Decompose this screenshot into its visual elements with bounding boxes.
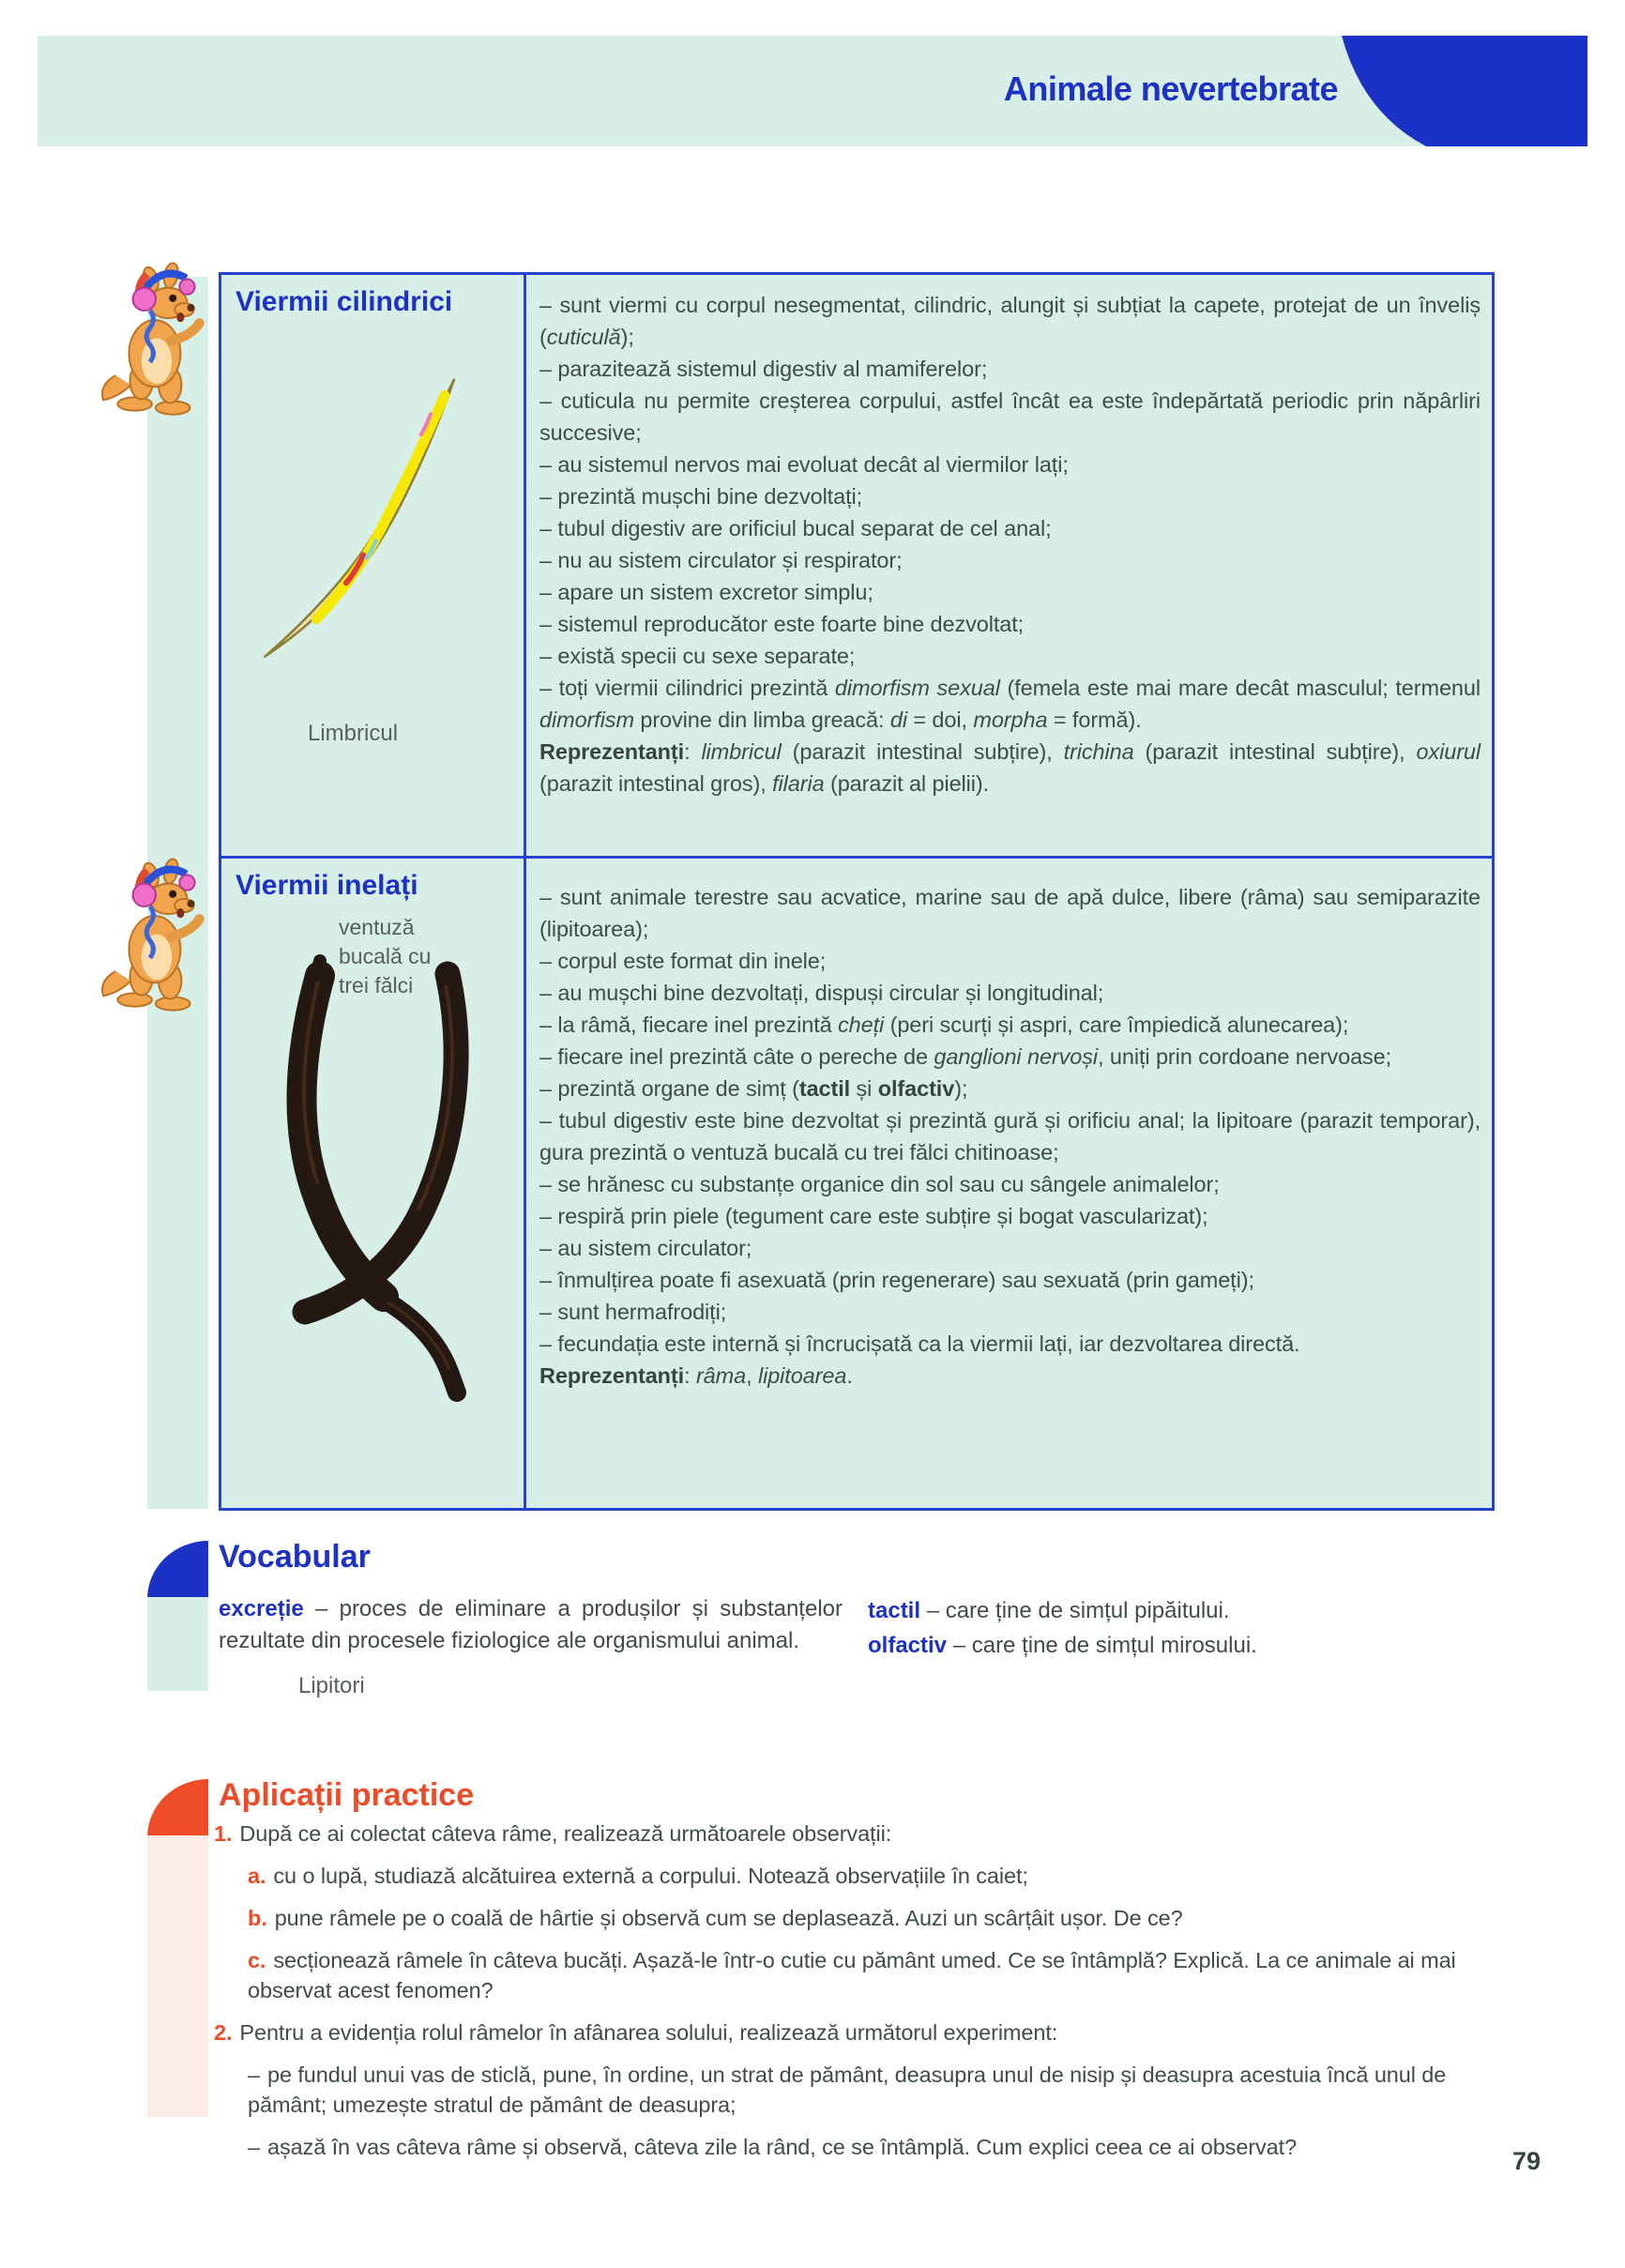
kangaroo-mascot-icon [97, 263, 220, 420]
characteristic-item: – sunt viermi cu corpul nesegmentat, cilindric, alungit și subțiat la capete, protejat de un înveliș (cuticulă); [539, 293, 1481, 349]
image-caption: Lipitori [298, 1673, 365, 1698]
page-number: 79 [1512, 2147, 1541, 2175]
row-heading: Viermii cilindrici [235, 286, 453, 317]
corner-shape [1342, 36, 1587, 146]
characteristic-item: – cuticula nu permite creșterea corpului, astfel încât ea este îndepărtată periodic prin năpârliri succesive; [539, 388, 1481, 445]
vocab-right-column [868, 1593, 1515, 1663]
item-text: După ce ai colectat câteva râme, realizează următoarele observații: [239, 1821, 892, 1846]
list-item [248, 2132, 1507, 2162]
characteristic-item: – la râmă, fiecare inel prezintă cheți (peri scurți și aspri, care împiedică alunecarea); [539, 1012, 1349, 1037]
item-marker: c. [248, 1948, 266, 1972]
header-band [38, 36, 1587, 146]
characteristic-item: – au sistem circulator; [539, 1236, 752, 1260]
aplicatii-list [214, 1819, 1507, 2174]
characteristic-item: – prezintă organe de simț (tactil și olfactiv); [539, 1076, 968, 1101]
characteristic-item: – nu au sistem circulator și respirator; [539, 548, 903, 572]
cell-inelati-characteristics [526, 859, 1492, 1508]
image-caption: Limbricul [308, 721, 399, 746]
representatives-item: Reprezentanți: limbricul (parazit intestinal subțire), trichina (parazit intestinal subțire), oxiurul (parazit intestinal gros), filaria (parazit al pielii). [539, 739, 1481, 796]
characteristic-item: – sunt animale terestre sau acvatice, marine sau de apă dulce, libere (râma) sau semiparazite (lipitoarea); [539, 885, 1481, 941]
characteristic-item: – sistemul reproducător este foarte bine dezvoltat; [539, 612, 1025, 636]
vocabular-heading: Vocabular [219, 1539, 371, 1575]
aplicatii-heading: Aplicații practice [219, 1777, 475, 1813]
characteristic-item: – înmulțirea poate fi asexuată (prin regenerare) sau sexuată (prin gameți); [539, 1268, 1254, 1292]
list-item [248, 1945, 1507, 2005]
characteristic-item: – au sistemul nervos mai evoluat decât al viermilor lați; [539, 452, 1069, 477]
vocabular-section-icon [147, 1541, 208, 1599]
cell-viermii-cilindrici [221, 275, 524, 856]
item-text: Pentru a evidenția rolul râmelor în afânarea solului, realizează următorul experiment: [239, 2020, 1058, 2045]
characteristic-item: – au mușchi bine dezvoltați, dispuși circular și longitudinal; [539, 981, 1104, 1005]
list-item [214, 2017, 1507, 2047]
row-heading: Viermii inelați [235, 870, 418, 901]
page-title: Animale nevertebrate [1003, 69, 1338, 108]
item-marker: – [248, 2063, 260, 2087]
characteristic-item: – fiecare inel prezintă câte o pereche de ganglioni nervoși, uniți prin cordoane nervoase; [539, 1044, 1392, 1069]
leech-photo-illustration [264, 948, 512, 1398]
characteristic-item: – corpul este format din inele; [539, 949, 827, 973]
characteristic-item: – fecundația este internă și încrucișată ca la viermii lați, iar dezvoltarea directă. [539, 1332, 1300, 1356]
kangaroo-mascot-icon [97, 859, 220, 1016]
item-text: secționează râmele în câteva bucăți. Așază-le într-o cutie cu pământ umed. Ce se întâmplă? Explică. La ce animale ai mai observat acest fenomen? [248, 1948, 1456, 2002]
item-text: pune râmele pe o coală de hârtie și observă cum se deplasează. Auzi un scârțâit ușor. De ce? [274, 1906, 1183, 1930]
vocab-entry-excretie [219, 1593, 843, 1657]
roundworm-illustration [231, 369, 512, 744]
item-marker: 1. [214, 1821, 233, 1846]
aplicatii-side-rail [147, 1835, 208, 2117]
vocab-definition: – proces de eliminare a produșilor și substanțelor rezultate din procesele fiziologice ale organismului animal. [219, 1596, 843, 1653]
item-text: așază în vas câteva râme și observă, câteva zile la rând, ce se întâmplă. Cum explici ceea ce ai observat? [266, 2135, 1298, 2159]
list-item [248, 1861, 1507, 1891]
vocab-definition: – care ține de simțul pipăitului. [926, 1598, 1230, 1623]
characteristic-item: – sunt hermafrodiți; [539, 1300, 727, 1324]
item-marker: b. [248, 1906, 267, 1930]
list-item [214, 1819, 1507, 1849]
list-item [248, 1903, 1507, 1933]
characteristic-item: – prezintă mușchi bine dezvoltați; [539, 484, 863, 509]
representatives-item: Reprezentanți: râma, lipitoarea. [539, 1363, 853, 1388]
vocab-entry-olfactiv [868, 1628, 1515, 1663]
list-item [248, 2060, 1507, 2120]
characteristic-item: – toți viermii cilindrici prezintă dimorfism sexual (femela este mai mare decât masculul; termenul dimorfism provine din limba greacă: di = doi, morpha = formă). [539, 676, 1481, 732]
item-text: cu o lupă, studiază alcătuirea externă a corpului. Notează observațiile în caiet; [273, 1864, 1028, 1888]
aplicatii-section-icon [147, 1779, 208, 1837]
vocab-term: tactil [868, 1598, 921, 1623]
vocab-entry-tactil [868, 1593, 1515, 1628]
item-marker: – [248, 2135, 260, 2159]
leech-mouth-annotation: ventuză bucală cu trei fălci [339, 915, 432, 997]
item-marker: a. [248, 1864, 266, 1888]
characteristic-item: – tubul digestiv are orificiul bucal separat de cel anal; [539, 516, 1052, 540]
characteristic-item: – tubul digestiv este bine dezvoltat și prezintă gură și orificiu anal; la lipitoare (parazit temporar), gura prezintă o ventuză bucală cu trei fălci chitinoase; [539, 1108, 1481, 1164]
characteristic-item: – apare un sistem excretor simplu; [539, 580, 873, 604]
characteristic-item: – se hrănesc cu substanțe organice din sol sau cu sângele animalelor; [539, 1172, 1220, 1196]
vocab-term: excreție [219, 1596, 304, 1621]
item-text: pe fundul unui vas de sticlă, pune, în ordine, un strat de pământ, deasupra unul de nisip și deasupra acestuia încă unul de pământ; umezește stratul de pământ de deasupra; [248, 2063, 1447, 2117]
vocab-definition: – care ține de simțul mirosului. [952, 1633, 1257, 1658]
characteristic-item: – există specii cu sexe separate; [539, 644, 856, 668]
cell-cilindrici-characteristics [526, 275, 1492, 856]
vocab-term: olfactiv [868, 1633, 948, 1658]
vocabular-side-rail [147, 1597, 208, 1691]
characteristic-item: – parazitează sistemul digestiv al mamiferelor; [539, 357, 988, 381]
item-marker: 2. [214, 2020, 233, 2045]
characteristic-item: – respiră prin piele (tegument care este subțire și bogat vascularizat); [539, 1204, 1208, 1228]
